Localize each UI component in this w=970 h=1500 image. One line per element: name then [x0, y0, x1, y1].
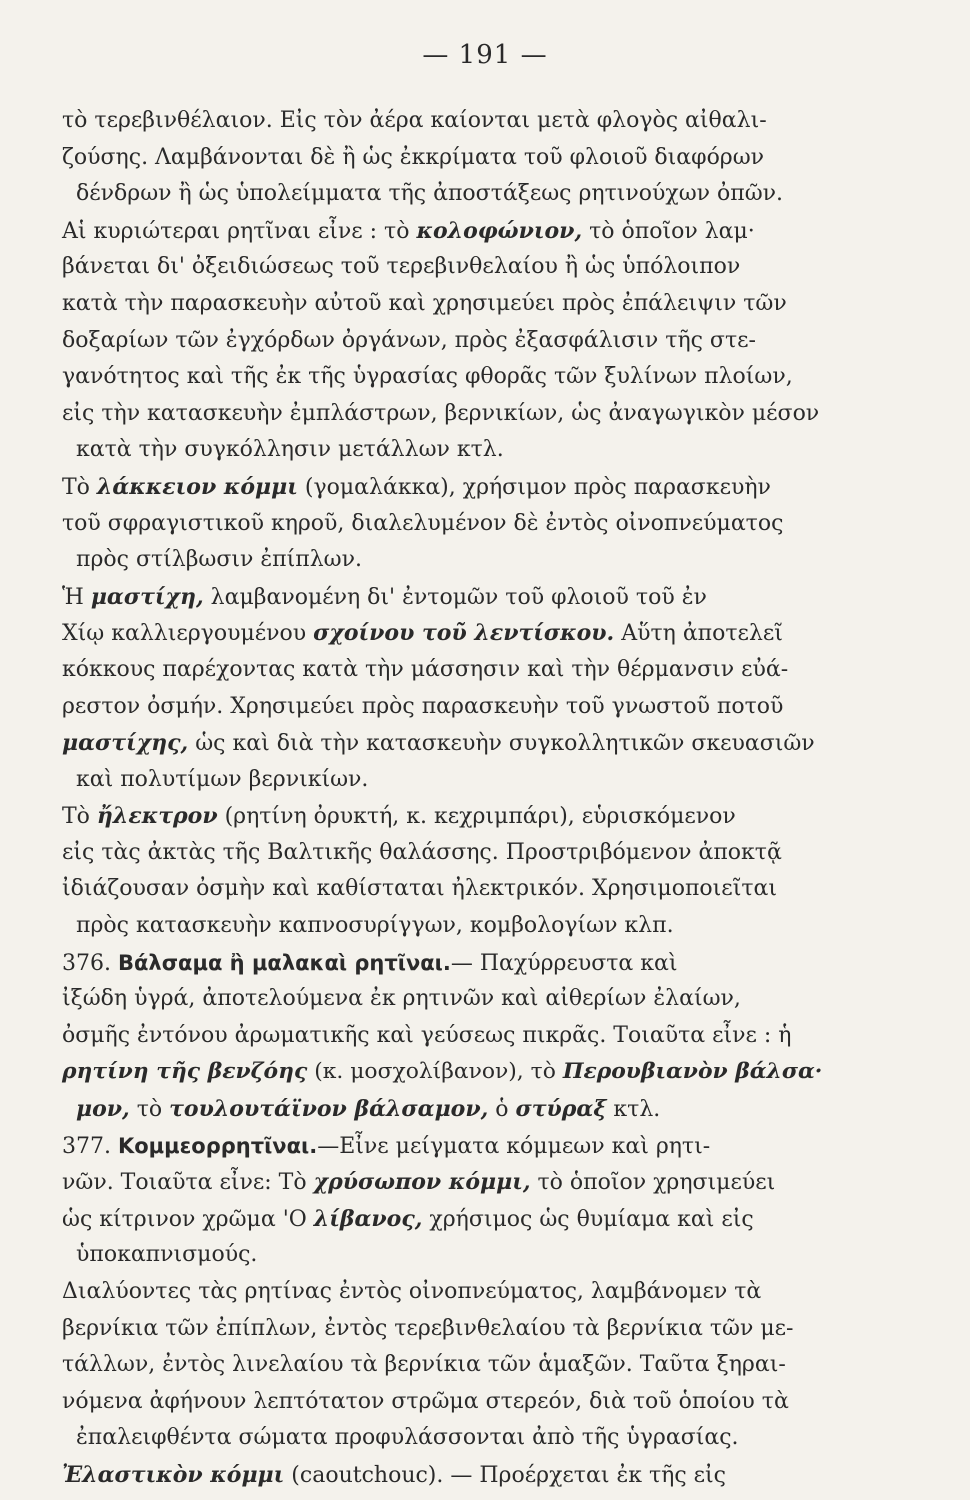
text-segment: γανότητος καὶ τῆς ἐκ τῆς ὑγρασίας φθορᾶς τῶν ξυλίνων πλοίων,	[62, 364, 793, 390]
text-segment: (γομαλάκκα), χρήσιμον πρὸς παρασκευὴν	[297, 474, 771, 500]
text-line	[62, 140, 822, 177]
text-line	[62, 945, 822, 982]
text-line	[62, 542, 822, 579]
text-line	[62, 1347, 822, 1384]
text-line	[62, 1018, 822, 1055]
text-segment: ρεστον ὀσμήν. Χρησιμεύει πρὸς παρασκευὴν τοῦ γνωστοῦ ποτοῦ	[62, 693, 784, 719]
text-line	[62, 323, 822, 360]
text-line	[62, 1311, 822, 1348]
text-line	[62, 981, 822, 1018]
section-heading: Κομμεορρητῖναι.	[117, 1133, 318, 1158]
emphasized-term: λίβανος,	[313, 1205, 423, 1232]
text-line	[62, 469, 822, 506]
text-line	[62, 176, 822, 213]
emphasized-term: τουλουτάϊνον βάλσαμον,	[169, 1096, 489, 1123]
text-segment: τὸ ὁποῖον λαμ·	[582, 218, 755, 244]
text-segment: ἐπαλειφθέντα σώματα προφυλάσσονται ἀπὸ τῆς ὑγρασίας.	[76, 1425, 739, 1451]
text-segment: ὀσμῆς ἐντόνου ἀρωματικῆς καὶ γεύσεως πικρᾶς. Τοιαῦτα εἶνε : ἡ	[62, 1022, 792, 1048]
emphasized-term: στύραξ	[515, 1096, 607, 1123]
text-line	[62, 1274, 822, 1311]
text-line	[62, 871, 822, 908]
text-segment: κατὰ τὴν παρασκευὴν αὐτοῦ καὶ χρησιμεύει πρὸς ἐπάλειψιν τῶν	[62, 290, 787, 316]
emphasized-term: ἤλεκτρον	[96, 803, 218, 830]
text-segment: (κ. μοσχολίβανον), τὸ	[307, 1059, 563, 1085]
text-segment: εἰς τὰς ἀκτὰς τῆς Βαλτικῆς θαλάσσης. Προστριβόμενον ἀποκτᾷ	[62, 839, 782, 865]
text-line	[62, 762, 822, 799]
text-segment: κτλ.	[606, 1097, 661, 1123]
text-segment: βάνεται δι' ὀξειδιώσεως τοῦ τερεβινθελαίου ἢ ὡς ὑπόλοιπον	[62, 254, 741, 280]
text-segment: 377.	[62, 1133, 118, 1159]
text-segment: (caoutchouc). — Προέρχεται ἐκ τῆς εἰς	[284, 1462, 726, 1488]
text-line	[62, 506, 822, 543]
text-segment: ὡς κίτρινον χρῶμα 'Ο	[62, 1206, 314, 1232]
emphasized-term: Ἐλαστικὸν κόμμι	[62, 1461, 285, 1488]
text-segment: Ἡ	[62, 584, 91, 610]
text-segment: 376.	[62, 950, 118, 976]
emphasized-term: ρητίνη τῆς βενζόης	[62, 1059, 308, 1085]
emphasized-term: κολοφώνιον,	[416, 217, 583, 244]
text-segment: ὁ	[488, 1097, 516, 1123]
text-segment: (ρητίνη ὀρυκτή, κ. κεχριμπάρι), εὑρισκόμενον	[217, 804, 736, 830]
text-line	[62, 1054, 822, 1091]
text-line	[62, 1384, 822, 1421]
text-segment: πρὸς κατασκευὴν καπνοσυρίγγων, κομβολογίων κλπ.	[76, 913, 674, 939]
text-line	[62, 359, 822, 396]
text-line	[62, 213, 822, 250]
text-segment: νόμενα ἀφήνουν λεπτότατον στρῶμα στερεόν, διὰ τοῦ ὁποίου τὰ	[62, 1388, 789, 1414]
text-line	[62, 103, 822, 140]
text-segment: Τὸ	[62, 474, 97, 500]
text-segment: ὑποκαπνισμούς.	[76, 1242, 258, 1268]
text-line	[62, 249, 822, 286]
text-segment: — Παχύρρευστα καὶ	[450, 950, 678, 976]
text-line	[62, 652, 822, 689]
emphasized-term: μον,	[76, 1096, 130, 1123]
text-segment: χρήσιμος ὡς θυμίαμα καὶ εἰς	[422, 1206, 754, 1232]
text-line	[62, 908, 822, 945]
text-segment: ἰδιάζουσαν ὀσμὴν καὶ καθίσταται ἠλεκτρικόν. Χρησιμοποιεῖται	[62, 876, 777, 902]
text-segment: τὸ τερεβινθέλαιον. Εἰς τὸν ἀέρα καίονται μετὰ φλογὸς αἰθαλι-	[62, 108, 767, 133]
text-segment: Χίῳ καλλιεργουμένου	[62, 621, 314, 647]
text-line	[62, 1420, 822, 1457]
text-segment: καὶ πολυτίμων βερνικίων.	[76, 766, 369, 792]
text-segment: δοξαρίων τῶν ἐγχόρδων ὀργάνων, πρὸς ἐξασφάλισιν τῆς στε-	[62, 327, 756, 353]
emphasized-term: μαστίχη,	[90, 583, 204, 610]
text-line	[62, 1128, 822, 1165]
text-segment: Διαλύοντες τὰς ρητίνας ἐντὸς οἰνοπνεύματος, λαμβάνομεν τὰ	[62, 1279, 762, 1304]
text-line	[62, 798, 822, 835]
text-segment: τὸ	[129, 1097, 170, 1123]
text-line	[62, 835, 822, 872]
text-segment: τοῦ σφραγιστικοῦ κηροῦ, διαλελυμένον δὲ ἐντὸς οἰνοπνεύματος	[62, 510, 784, 536]
text-segment: τάλλων, ἐντὸς λινελαίου τὰ βερνίκια τῶν ἁμαξῶν. Ταῦτα ξηραι-	[62, 1352, 786, 1378]
page-number: — 191 —	[422, 40, 548, 70]
emphasized-term: σχοίνου τοῦ λεντίσκου.	[313, 620, 615, 647]
text-line	[62, 432, 822, 469]
text-line	[62, 615, 822, 652]
emphasized-term: μαστίχης,	[62, 730, 189, 757]
text-line	[62, 1237, 822, 1274]
text-segment: ἰξώδη ὑγρά, ἀποτελούμενα ἐκ ρητινῶν καὶ αἰθερίων ἐλαίων,	[62, 986, 741, 1012]
text-segment: βερνίκια τῶν ἐπίπλων, ἐντὸς τερεβινθελαίου τὰ βερνίκια τῶν με-	[62, 1315, 794, 1341]
text-line	[62, 725, 822, 762]
text-segment: ὡς καὶ διὰ τὴν κατασκευὴν συγκολλητικῶν σκευασιῶν	[188, 731, 815, 757]
text-line	[62, 689, 822, 726]
text-segment: τὸ ὁποῖον χρησιμεύει	[530, 1170, 776, 1196]
emphasized-term: Περουβιανὸν βάλσα·	[562, 1059, 823, 1085]
text-segment: δένδρων ἢ ὡς ὑπολείμματα τῆς ἀποστάξεως ρητινούχων ὀπῶν.	[76, 181, 784, 207]
text-line	[62, 1091, 822, 1128]
text-segment: κόκκους παρέχοντας κατὰ τὴν μάσσησιν καὶ τὴν θέρμανσιν εὐά-	[62, 656, 789, 682]
emphasized-term: χρύσωπον κόμμι,	[313, 1169, 531, 1196]
text-segment: Αἱ κυριώτεραι ρητῖναι εἶνε : τὸ	[62, 218, 417, 244]
section-heading: Βάλσαμα ἢ μαλακαὶ ρητῖναι.	[117, 950, 451, 975]
text-line	[62, 579, 822, 616]
text-segment: εἰς τὴν κατασκευὴν ἐμπλάστρων, βερνικίων, ὡς ἀναγωγικὸν μέσον	[62, 400, 820, 426]
text-segment: πρὸς στίλβωσιν ἐπίπλων.	[76, 547, 362, 573]
text-segment: —Εἶνε μείγματα κόμμεων καὶ ρητι-	[317, 1133, 711, 1159]
text-segment: Αὕτη ἀποτελεῖ	[614, 621, 783, 647]
text-segment: Τὸ	[62, 804, 97, 830]
text-segment: λαμβανομένη δι' ἐντομῶν τοῦ φλοιοῦ τοῦ ἐν	[203, 584, 707, 610]
text-line	[62, 286, 822, 323]
emphasized-term: λάκκειον κόμμι	[96, 473, 298, 500]
text-segment: κατὰ τὴν συγκόλλησιν μετάλλων κτλ.	[76, 437, 504, 463]
text-segment: ζούσης. Λαμβάνονται δὲ ἢ ὡς ἐκκρίματα τοῦ φλοιοῦ διαφόρων	[62, 144, 765, 170]
text-line	[62, 1201, 822, 1238]
body-text	[62, 103, 822, 1494]
text-line	[62, 1164, 822, 1201]
text-line	[62, 396, 822, 433]
text-line	[62, 1457, 822, 1494]
text-segment: νῶν. Τοιαῦτα εἶνε: Τὸ	[62, 1170, 314, 1196]
